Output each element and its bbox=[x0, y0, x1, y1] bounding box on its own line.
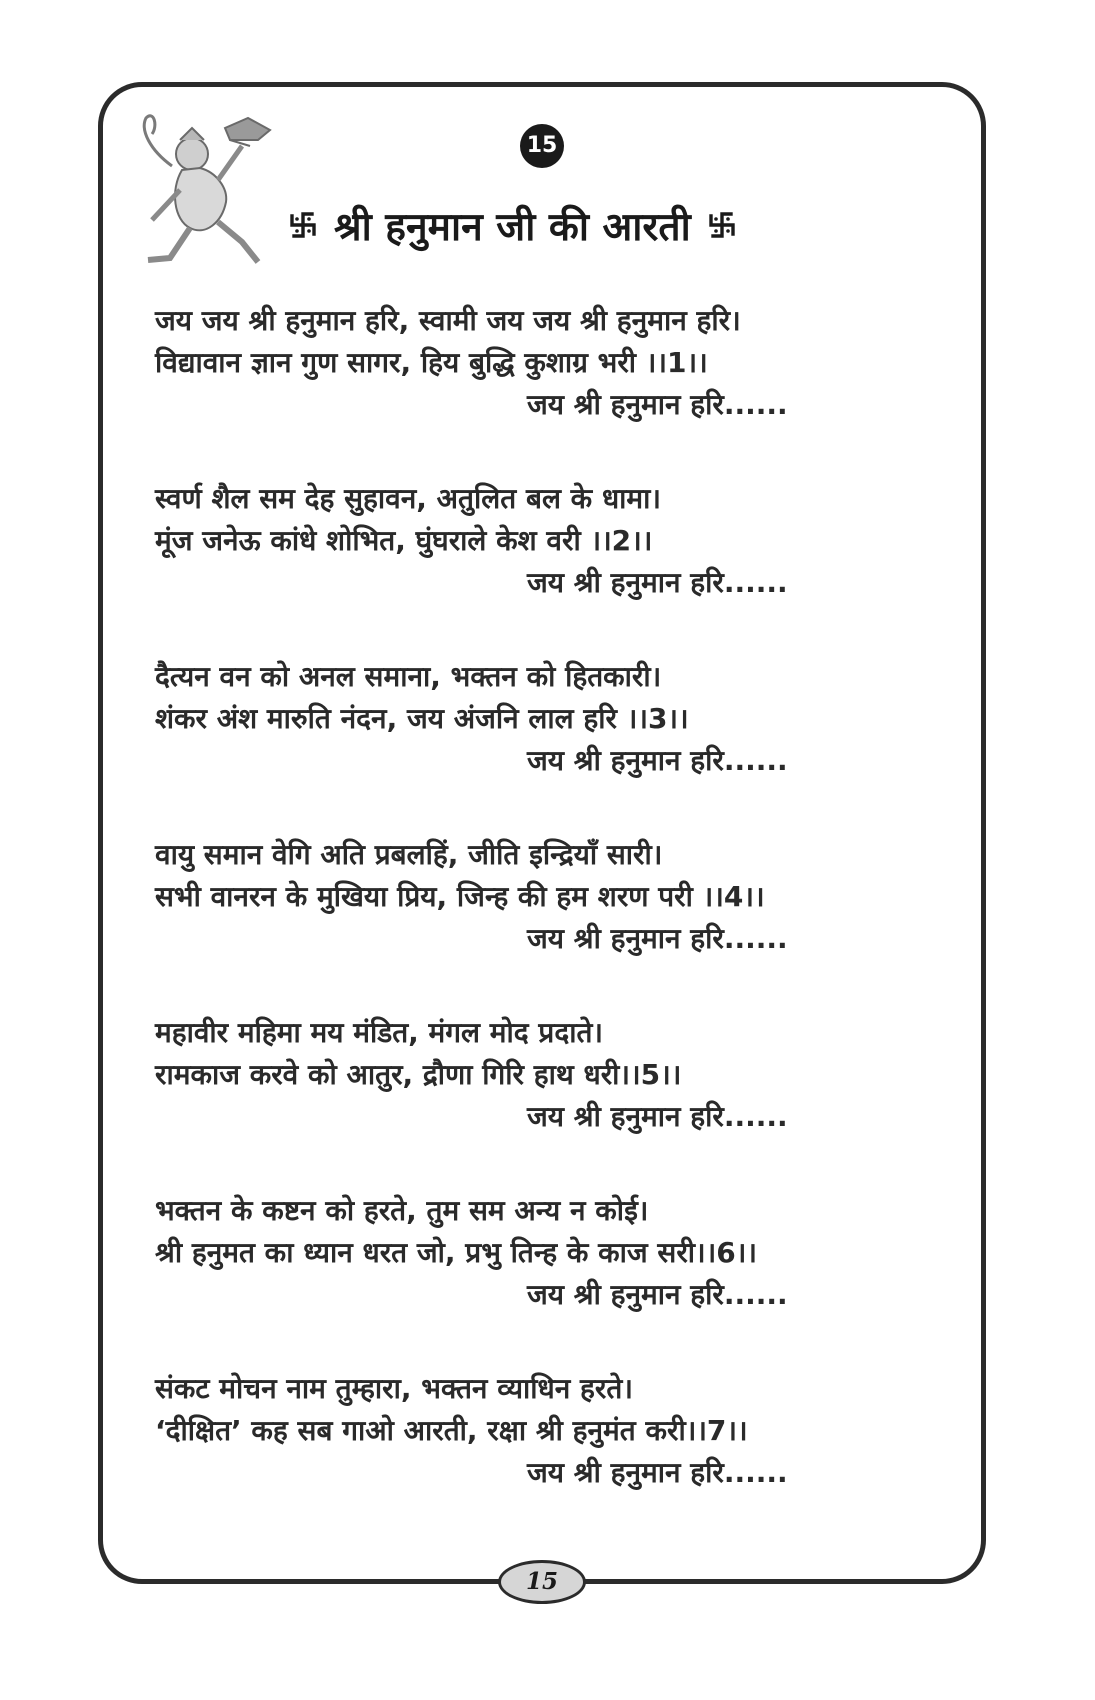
refrain-line: जय श्री हनुमान हरि...... bbox=[527, 1278, 788, 1311]
verse-line: मूंज जनेऊ कांधे शोभित, घुंघराले केश वरी ।।2।। bbox=[155, 524, 653, 557]
verse-line: जय जय श्री हनुमान हरि, स्वामी जय जय श्री हनुमान हरि। bbox=[155, 304, 741, 337]
stanza-5 bbox=[155, 1012, 955, 1138]
swastika-icon bbox=[288, 210, 318, 240]
verse-line: स्वर्ण शैल सम देह सुहावन, अतुलित बल के धामा। bbox=[155, 482, 662, 515]
verse-line: विद्यावान ज्ञान गुण सागर, हिय बुद्धि कुशाग्र भरी ।।1।। bbox=[155, 346, 708, 379]
refrain-line: जय श्री हनुमान हरि...... bbox=[527, 566, 788, 599]
refrain-line: जय श्री हनुमान हरि...... bbox=[527, 922, 788, 955]
refrain-line: जय श्री हनुमान हरि...... bbox=[527, 1456, 788, 1489]
swastika-icon bbox=[707, 210, 737, 240]
stanza-2 bbox=[155, 478, 955, 604]
verse-line: ‘दीक्षित’ कह सब गाओ आरती, रक्षा श्री हनुमंत करी।।7।। bbox=[155, 1414, 748, 1447]
verse-line: भक्तन के कष्टन को हरते, तुम सम अन्य न कोई। bbox=[155, 1194, 649, 1227]
stanza-4 bbox=[155, 834, 955, 960]
page-title bbox=[288, 195, 737, 255]
stanza-7 bbox=[155, 1368, 955, 1494]
stanza-6 bbox=[155, 1190, 955, 1316]
verse-line: सभी वानरन के मुखिया प्रिय, जिन्ह की हम शरण परी ।।4।। bbox=[155, 880, 765, 913]
verse-line: रामकाज करवे को आतुर, द्रौणा गिरि हाथ धरी।।5।। bbox=[155, 1058, 682, 1091]
aarti-verses bbox=[155, 300, 955, 1546]
page-badge: 15 bbox=[520, 124, 564, 168]
hanuman-illustration bbox=[130, 110, 290, 270]
refrain-line: जय श्री हनुमान हरि...... bbox=[527, 388, 788, 421]
title-text: श्री हनुमान जी की आरती bbox=[334, 204, 691, 250]
verse-line: महावीर महिमा मय मंडित, मंगल मोद प्रदाते। bbox=[155, 1016, 604, 1049]
refrain-line: जय श्री हनुमान हरि...... bbox=[527, 744, 788, 777]
verse-line: शंकर अंश मारुति नंदन, जय अंजनि लाल हरि ।।3।। bbox=[155, 702, 689, 735]
verse-line: श्री हनुमत का ध्यान धरत जो, प्रभु तिन्ह के काज सरी।।6।। bbox=[155, 1236, 757, 1269]
stanza-1 bbox=[155, 300, 955, 426]
verse-line: संकट मोचन नाम तुम्हारा, भक्तन व्याधिन हरते। bbox=[155, 1372, 633, 1405]
footer-page-number: 15 bbox=[498, 1560, 586, 1604]
stanza-3 bbox=[155, 656, 955, 782]
verse-line: वायु समान वेगि अति प्रबलहिं, जीति इन्द्रियाँ सारी। bbox=[155, 838, 663, 871]
refrain-line: जय श्री हनुमान हरि...... bbox=[527, 1100, 788, 1133]
verse-line: दैत्यन वन को अनल समाना, भक्तन को हितकारी। bbox=[155, 660, 662, 693]
